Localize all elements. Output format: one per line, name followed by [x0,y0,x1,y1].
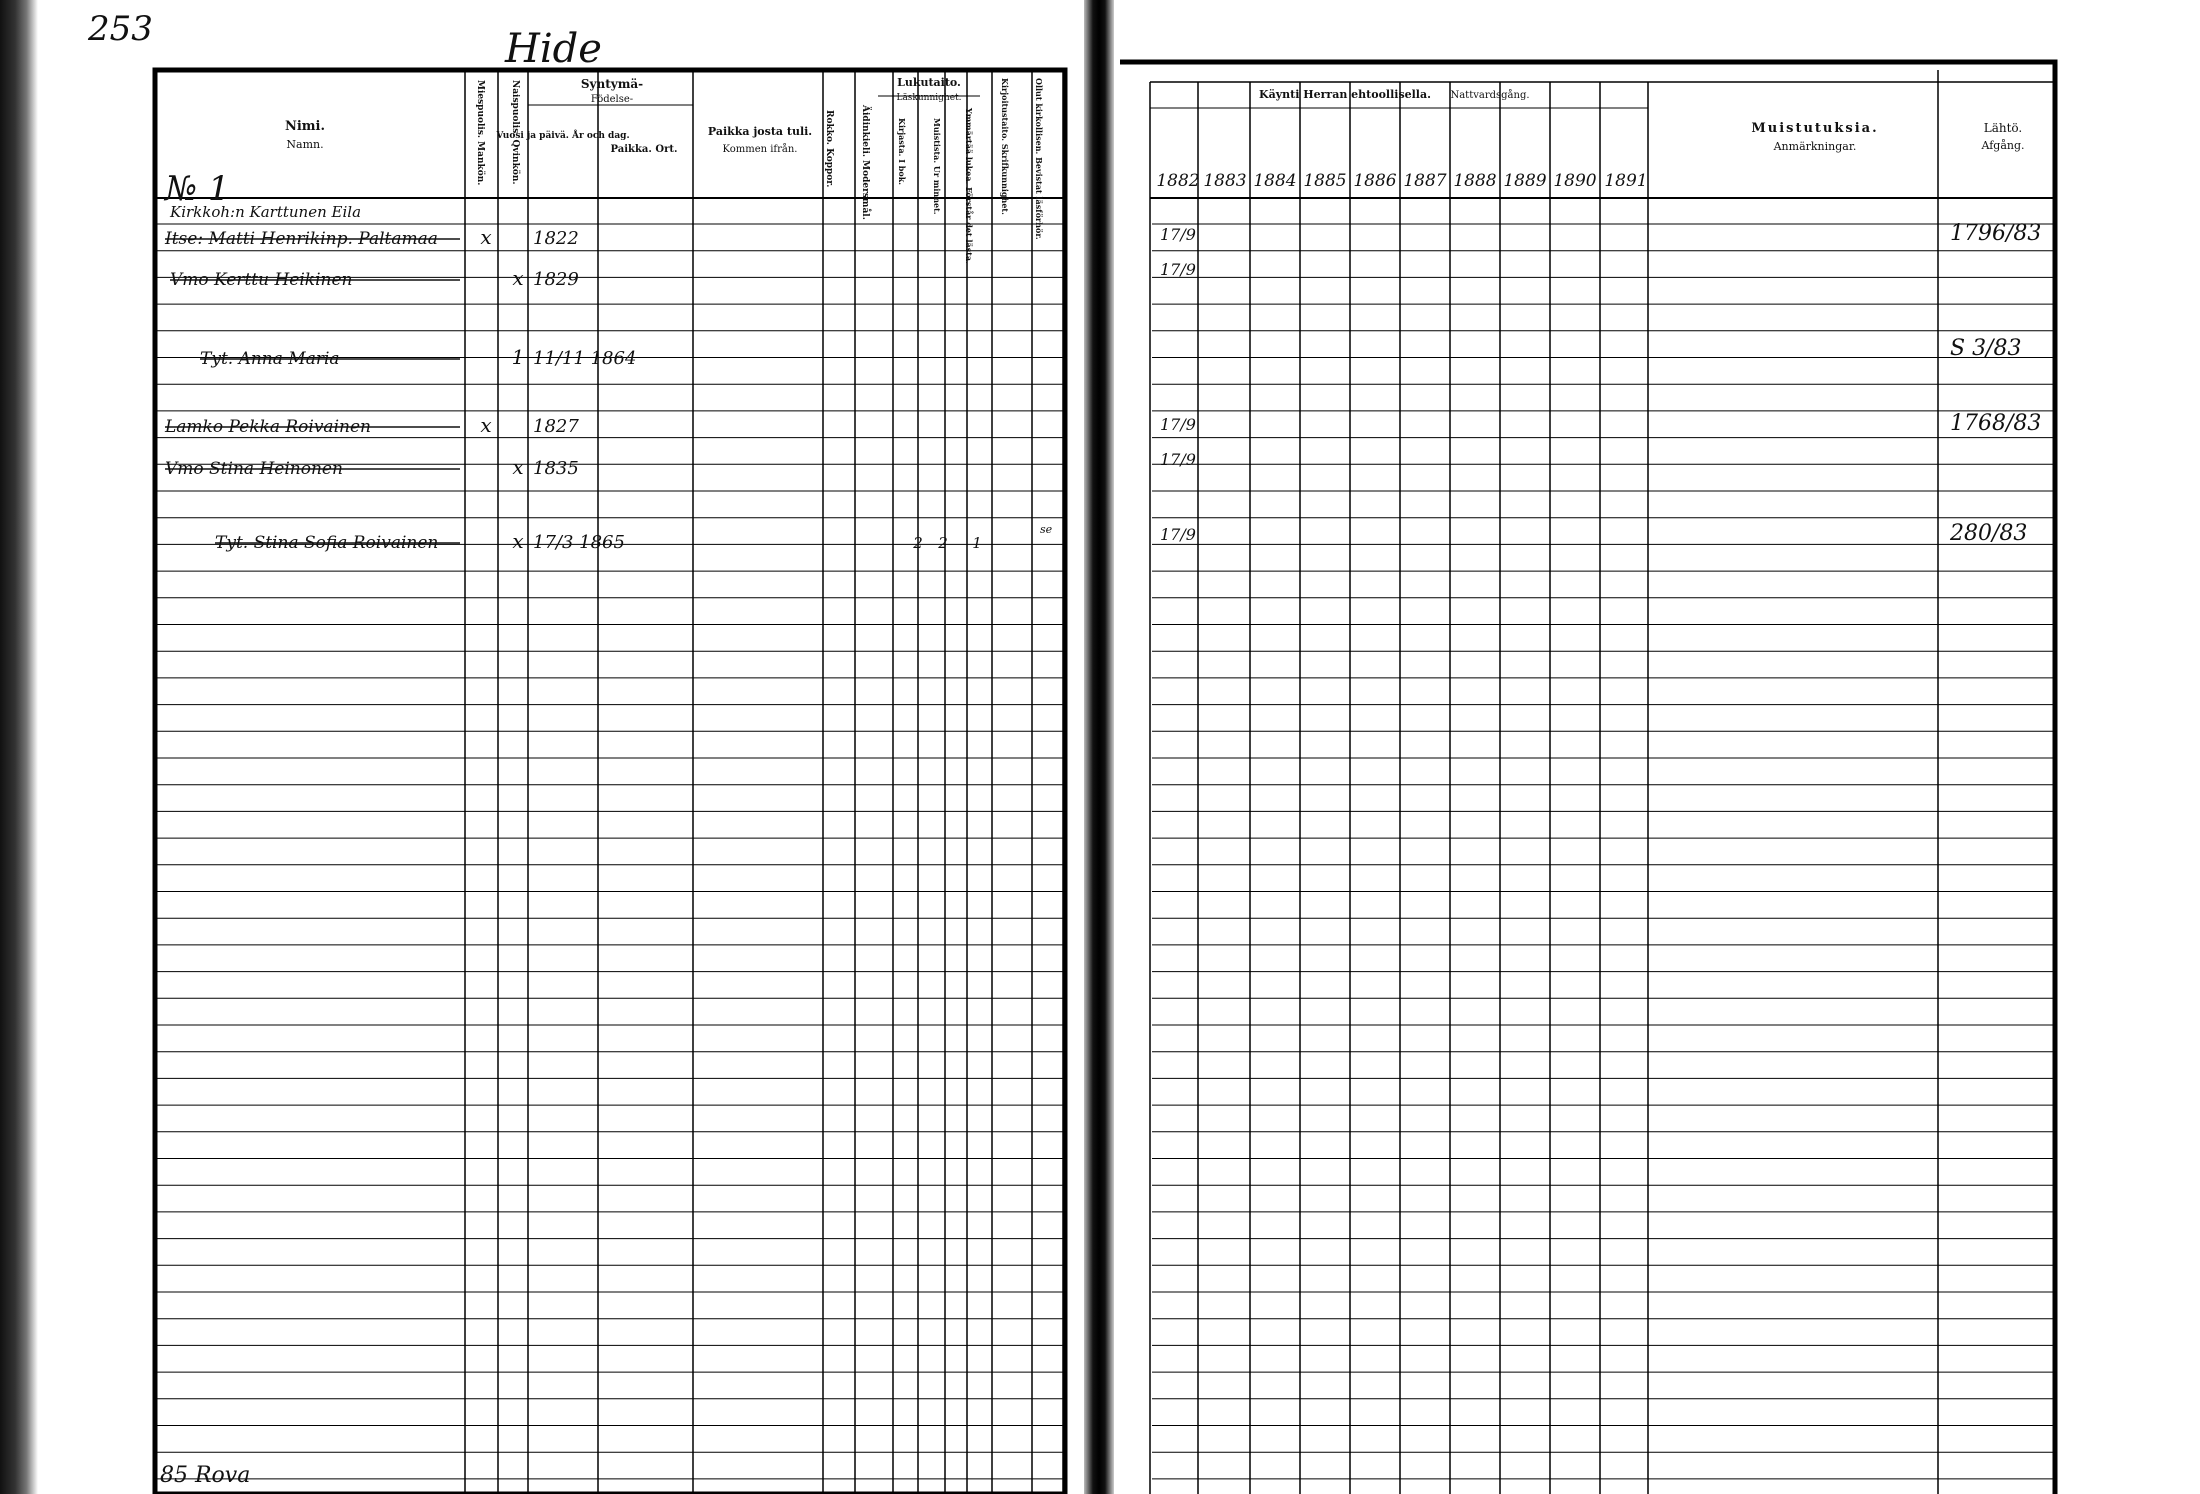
literacy-mark: 1 [972,534,982,552]
female-mark: 1 [511,345,525,369]
birth-date: 1835 [533,458,579,479]
header-birth-group: Syntymä- [580,77,644,91]
year-label: 1890 [1553,171,1597,191]
year-label: 1888 [1453,171,1497,191]
entry-name: Lamko Pekka Roivainen [165,417,371,437]
header-departure: Lähtö. [1983,121,2023,135]
header-male: Miespuolis. Mankön. [475,80,485,186]
header-came-from-sv: Kommen ifrån. [722,144,798,155]
church-note: se [1040,523,1053,536]
communion-date: 17/9 [1160,415,1196,434]
birth-date: 1827 [533,416,579,437]
header-birth-group-sv: Födelse- [590,94,634,105]
year-label: 1889 [1503,171,1547,191]
village-name: Hide [505,26,602,72]
female-mark: x [512,266,524,290]
female-mark: x [512,529,524,553]
communion-date: 17/9 [1160,260,1196,279]
right-page-border [1120,62,2055,1494]
header-birth-place: Paikka. Ort. [610,144,678,155]
entry-name: Itse: Matti Henrikinp. Paltamaa [165,229,438,249]
header-writing: Kirjoitustaito. Skrifkunnighet. [1000,78,1010,215]
header-remarks: Muistutuksia. [1751,121,1879,136]
year-label: 1884 [1253,171,1297,191]
header-literacy-group-sv: Läskunnighet. [896,93,962,103]
right-headers [1156,88,2024,191]
literacy-mark: 2 [938,534,948,552]
header-mother-tongue: Äidinkieli. Modersmål. [860,105,870,220]
departure-entry: 1768/83 [1950,411,2042,436]
year-label: 1882 [1156,171,1200,191]
male-mark: x [480,413,492,437]
header-book: Kirjasta. I bok. [897,118,907,186]
header-literacy-group: Lukutaito. [897,76,961,89]
entry-name: Vmo Stina Heinonen [165,459,343,479]
header-name-sv: Namn. [286,138,324,151]
birth-date: 17/3 1865 [533,532,625,553]
birth-date: 1829 [533,269,579,290]
communion-title: Käynti Herran ehtoollisella. [1259,88,1431,101]
communion-date: 17/9 [1160,450,1196,469]
male-mark: x [480,225,492,249]
header-departure-sv: Afgång. [1981,139,2025,152]
header-female: Naispuolis. Qvinkön. [510,80,520,185]
departure-entry: S 3/83 [1950,336,2022,361]
entry-name: Tyt. Stina Sofia Roivainen [215,533,439,553]
header-birth-date: Vuosi ja päivä. År och dag. [496,131,630,141]
year-label: 1883 [1203,171,1247,191]
farm-number: № 1 [165,169,230,209]
header-name: Nimi. [284,119,326,134]
header-came-from: Paikka josta tuli. [707,125,813,138]
header-outside-church: Ollut kirkollisen. Bevistat läsförhör. [1034,78,1044,240]
header-smallpox: Rokko. Koppor. [824,110,834,188]
header-memory: Muistista. Ur minnet. [932,118,942,215]
bottom-note: 85 Rova [160,1463,251,1488]
departure-entry: 280/83 [1950,521,2028,546]
communion-title-sv: Nattvardsgång. [1450,90,1530,101]
year-label: 1886 [1353,171,1397,191]
header-understands: Ymmärtää lukea. Förstår det lästa. [964,108,974,264]
communion-date: 17/9 [1160,225,1196,244]
entry-name: Tyt. Anna Maria [200,349,340,369]
farm-line: Kirkkoh:n Karttunen Eila [170,203,362,221]
header-remarks-sv: Anmärkningar. [1773,140,1857,153]
year-label: 1887 [1403,171,1447,191]
departure-entry: 1796/83 [1950,221,2042,246]
year-label: 1891 [1604,171,1648,191]
page-number: 253 [88,9,153,49]
right-page-table [1120,62,2055,1494]
female-mark: x [512,455,524,479]
communion-date: 17/9 [1160,525,1196,544]
birth-date: 1822 [533,228,579,249]
literacy-mark: 2 [913,534,923,552]
year-label: 1885 [1303,171,1347,191]
birth-date: 11/11 1864 [533,348,637,369]
entry-name: Vmo Kerttu Heikinen [170,270,353,290]
